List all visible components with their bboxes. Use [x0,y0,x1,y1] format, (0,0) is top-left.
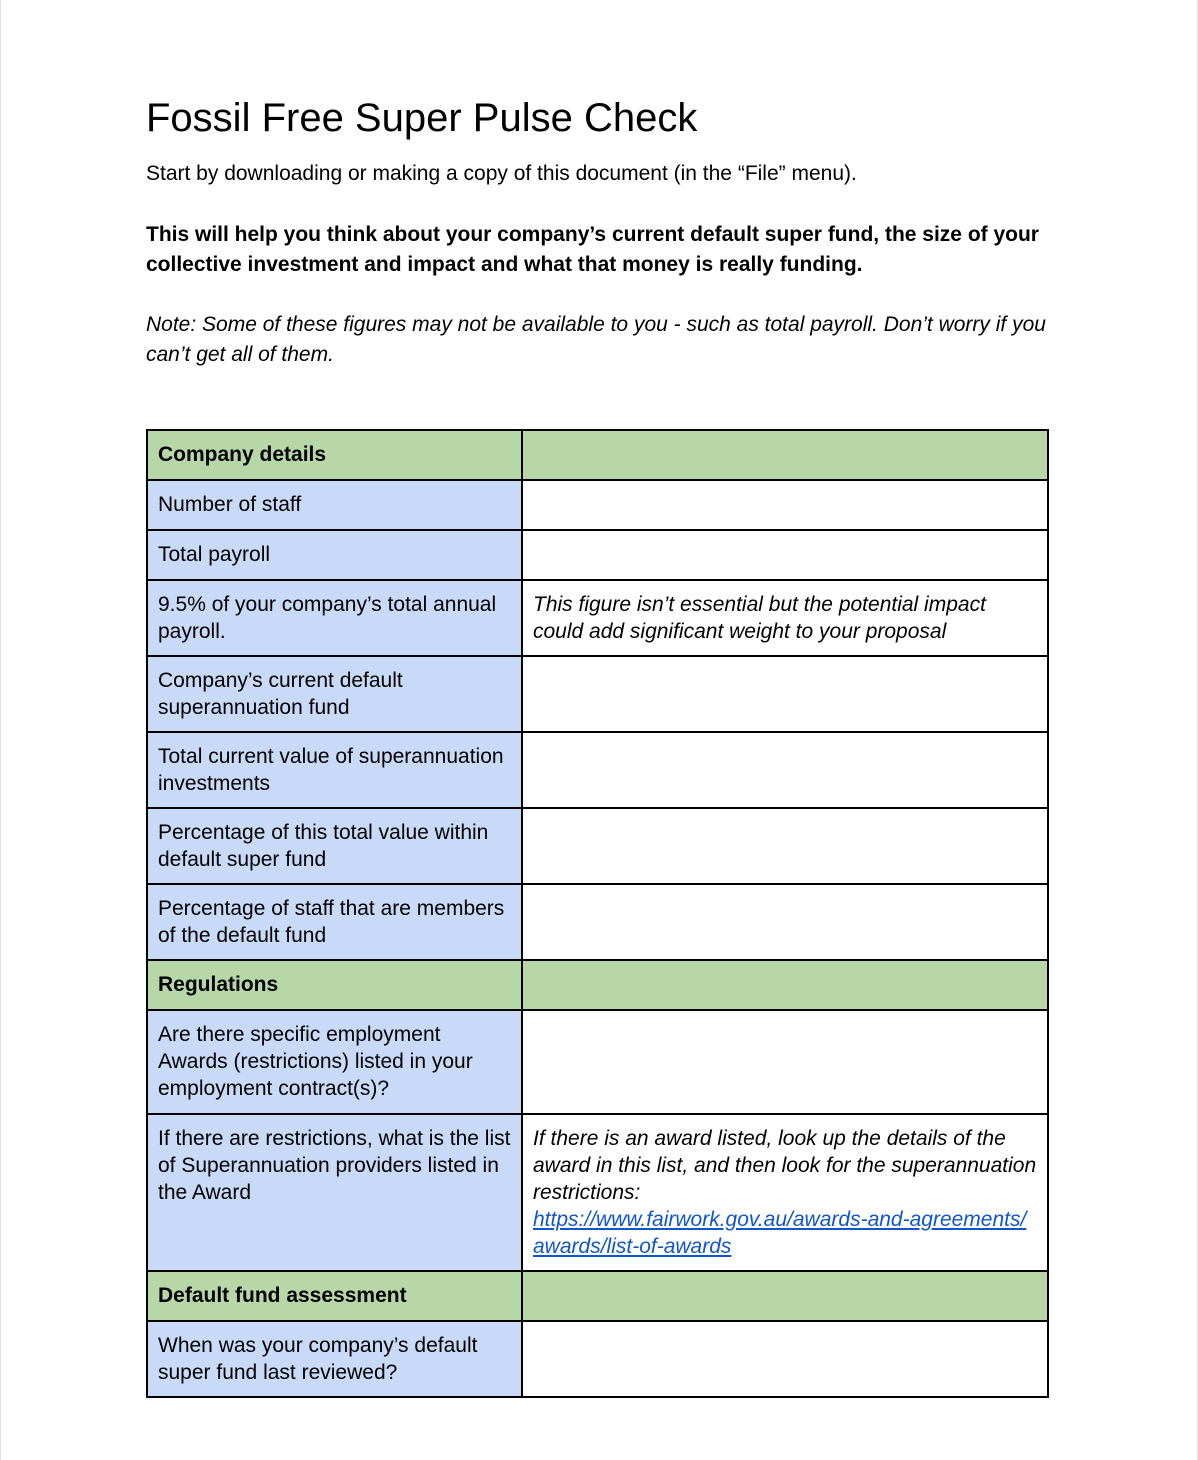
answer-cell[interactable] [522,808,1048,884]
answer-cell[interactable] [522,884,1048,960]
fairwork-awards-link[interactable]: https://www.fairwork.gov.au/awards-and-agreements/awards/list-of-awards [533,1208,1027,1258]
table-row [147,1321,1048,1397]
table-row [147,580,1048,656]
answer-cell[interactable] [522,530,1048,580]
section-blank-cell[interactable] [522,1271,1048,1321]
table-row [147,1114,1048,1271]
row-label: If there are restrictions, what is the list of Superannuation providers listed in the Award [147,1114,522,1271]
answer-cell[interactable] [522,1114,1048,1271]
answer-cell[interactable]: This figure isn’t essential but the potential impact could add significant weight to your proposal [522,580,1048,656]
section-header-default-fund-assessment [147,1271,1048,1321]
section-title: Default fund assessment [147,1271,522,1321]
answer-cell[interactable] [522,656,1048,732]
section-title: Company details [147,430,522,480]
row-label: Are there specific employment Awards (restrictions) listed in your employment contract(s)? [147,1010,522,1114]
row-label: Percentage of this total value within default super fund [147,808,522,884]
row-label: 9.5% of your company’s total annual payroll. [147,580,522,656]
award-hint-text: If there is an award listed, look up the details of the award in this list, and then look for the superannuation restrictions: [533,1127,1037,1204]
table-row [147,1010,1048,1114]
section-blank-cell[interactable] [522,430,1048,480]
row-label: Percentage of staff that are members of the default fund [147,884,522,960]
answer-cell[interactable] [522,732,1048,808]
section-header-company-details [147,430,1048,480]
row-label: When was your company’s default super fund last reviewed? [147,1321,522,1397]
table-row [147,480,1048,530]
row-label: Total payroll [147,530,522,580]
table-row [147,884,1048,960]
document-title: Fossil Free Super Pulse Check [146,96,698,140]
page-edge-left [0,0,1,1460]
table-row [147,732,1048,808]
section-title: Regulations [147,960,522,1010]
note-paragraph: Note: Some of these figures may not be available to you - such as total payroll. Don’t worry if you can’t get all of them. [146,313,1046,366]
bold-paragraph: This will help you think about your company’s current default super fund, the size of your collective investment and impact and what that money is really funding. [146,223,1039,276]
answer-cell[interactable] [522,1010,1048,1114]
answer-cell[interactable] [522,1321,1048,1397]
answer-cell[interactable] [522,480,1048,530]
table-row [147,530,1048,580]
section-blank-cell[interactable] [522,960,1048,1010]
row-label: Total current value of superannuation investments [147,732,522,808]
intro-paragraph: Start by downloading or making a copy of this document (in the “File” menu). [146,162,857,185]
pulse-check-table [146,429,1049,1398]
table-row [147,656,1048,732]
section-header-regulations [147,960,1048,1010]
row-label: Number of staff [147,480,522,530]
table-row [147,808,1048,884]
row-label: Company’s current default superannuation fund [147,656,522,732]
